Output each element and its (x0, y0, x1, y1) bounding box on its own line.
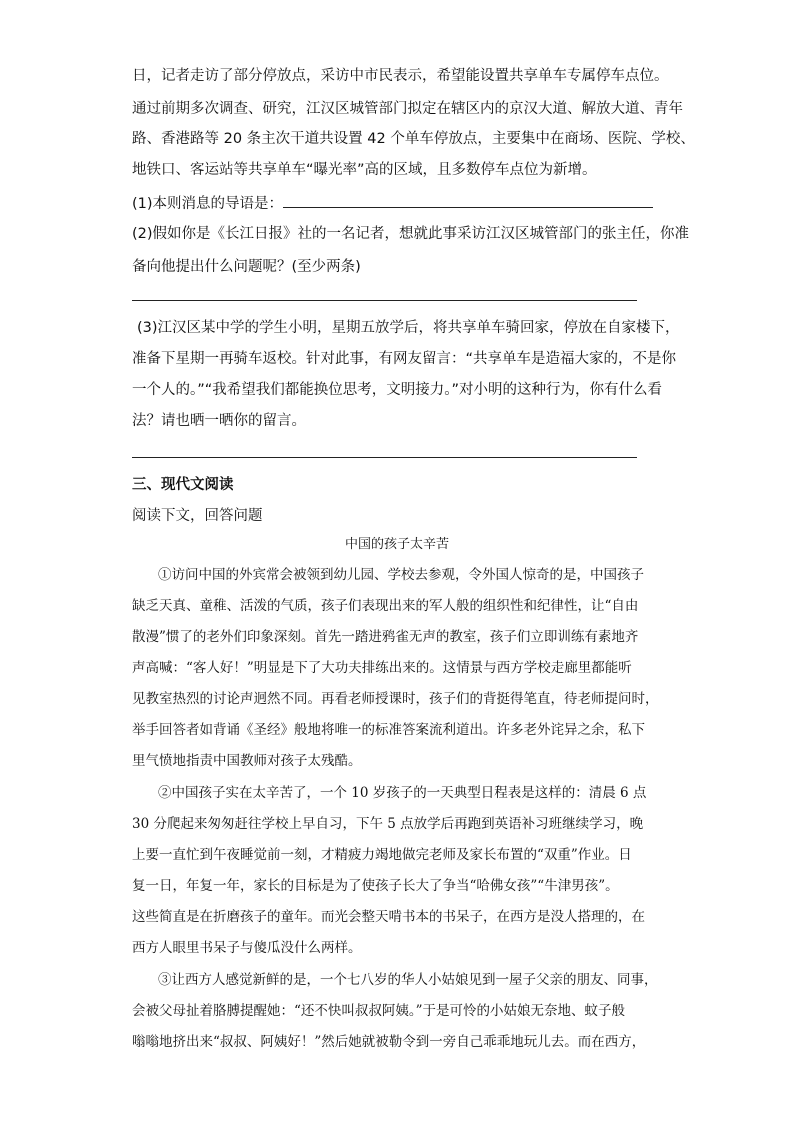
article-line: 复一日，年复一年，家长的目标是为了使孩子长大了争当“哈佛女孩”“牛津男孩”。 (132, 878, 619, 894)
question-1 (132, 193, 653, 214)
article-line: 见教室热烈的讨论声迥然不同。再看老师授课时，孩子们的背挺得笔直，待老师提问时， (132, 691, 659, 707)
answer-line[interactable] (132, 457, 637, 458)
section-instruction: 阅读下文，回答问题 (132, 508, 263, 524)
article-title: 中国的孩子太辛苦 (344, 537, 449, 552)
article-line: 举手回答者如背诵《圣经》般地将唯一的标准答案流利道出。许多老外诧异之余，私下 (132, 722, 645, 738)
paragraph-line: 地铁口、客运站等共享单车“曝光率”高的区域，且多数停车点位为新增。 (132, 162, 597, 178)
article-line: 里气愤地指责中国教师对孩子太残酷。 (132, 753, 362, 769)
question-2-line: (2)假如你是《长江日报》社的一名记者，想就此事采访江汉区城管部门的张主任，你准 (132, 226, 690, 242)
question-3-line: 法？请也晒一晒你的留言。 (132, 413, 306, 429)
question-3-line: (3)江汉区某中学的学生小明，星期五放学后，将共享单车骑回家，停放在自家楼下， (137, 320, 680, 336)
article-line: 嗡嗡地挤出来“叔叔、阿姨好！”然后她就被勒令到一旁自己乖乖地玩儿去。而在西方， (132, 1034, 646, 1050)
section-heading: 三、现代文阅读 (132, 477, 234, 493)
article-line: 西方人眼里书呆子与傻瓜没什么两样。 (132, 940, 362, 956)
answer-line[interactable] (132, 300, 637, 301)
question-1-text: (1)本则消息的导语是： (132, 196, 284, 212)
article-line: 上要一直忙到午夜睡觉前一刻，才精疲力竭地做完老师及家长布置的“双重”作业。日 (132, 847, 632, 863)
article-line: 缺乏天真、童稚、活泼的气质，孩子们表现出来的军人般的组织性和纪律性，让“自由 (132, 598, 639, 614)
article-line: 这些简直是在折磨孩子的童年。而光会整天啃书本的书呆子，在西方是没人搭理的，在 (132, 909, 645, 925)
question-3-line: 一个人的。”“我希望我们都能换位思考，文明接力。”对小明的这种行为，你有什么看 (132, 382, 663, 398)
paragraph-line: 通过前期多次调查、研究，江汉区城管部门拟定在辖区内的京汉大道、解放大道、青年 (132, 101, 683, 117)
article-line: 声高喊：“客人好！”明显是下了大功夫排练出来的。这情景与西方学校走廊里都能听 (132, 660, 632, 676)
paragraph-line: 日，记者走访了部分停放点，采访中市民表示，希望能设置共享单车专属停车点位。 (132, 68, 669, 84)
paragraph-line: 路、香港路等 20 条主次干道共设置 42 个单车停放点，主要集中在商场、医院、学校、 (132, 131, 695, 147)
article-line: 30 分爬起来匆匆赶往学校上早自习，下午 5 点放学后再跑到英语补习班继续学习，晚 (132, 816, 644, 832)
question-2-line: 备向他提出什么问题呢？(至少两条) (132, 259, 361, 275)
article-line: ②中国孩子实在太辛苦了，一个 10 岁孩子的一天典型日程表是这样的：清晨 6 点 (158, 785, 647, 801)
article-line: ①访问中国的外宾常会被领到幼儿园、学校去参观，令外国人惊奇的是，中国孩子 (158, 567, 644, 583)
article-line: ③让西方人感觉新鲜的是，一个七八岁的华人小姑娘见到一屋子父亲的朋友、同事， (158, 972, 658, 988)
article-line: 散漫”惯了的老外们印象深刻。首先一踏进鸦雀无声的教室，孩子们立即训练有素地齐 (132, 629, 639, 645)
answer-blank[interactable] (283, 193, 653, 208)
question-3-line: 准备下星期一再骑车返校。针对此事，有网友留言：“共享单车是造福大家的，不是你 (132, 351, 677, 367)
article-line: 会被父母扯着胳膊提醒她：“还不快叫叔叔阿姨。”于是可怜的小姑娘无奈地、蚊子般 (132, 1003, 626, 1019)
